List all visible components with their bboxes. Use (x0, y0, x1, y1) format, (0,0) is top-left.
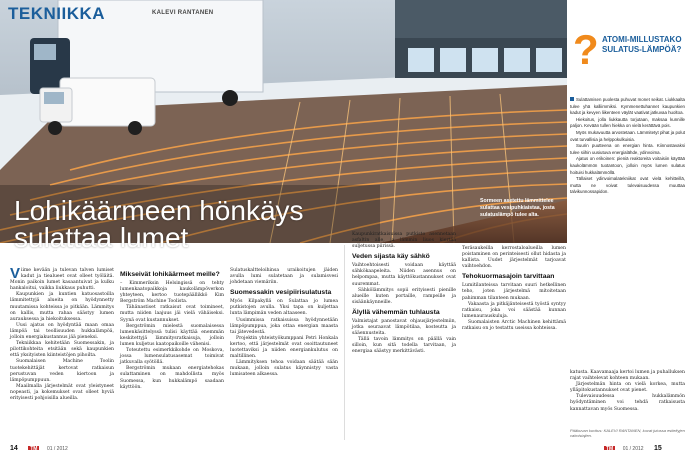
headline (14, 197, 374, 251)
page-gutter (344, 245, 345, 440)
sidebar-body (570, 97, 685, 196)
col6-p3: Tulevaisuudessa hukkalämmön hyödyntäminen voi tehdä ratkaisusta kannattavan myös Suomessa. (570, 394, 685, 412)
col4-p5: Tällä tavoin lämmitys on päällä vain silloin, kun sitä todella tarvitaan, ja energiaa säästyy merkittävästi. (352, 337, 456, 355)
issue-left: 01 / 2012 (46, 446, 68, 450)
deck: Sadulta kuulostavaa tekniikkaa käytetään jo Amerikassa ja Venäjällä. (14, 257, 250, 264)
col6-p2: Järjestelmän hinta on vielä korkea, mutta ylläpitokustannukset ovat pienet. (570, 382, 685, 394)
question-mark-icon: ? (573, 26, 599, 73)
col3-p5: Lämmityksen tehoa voidaan säätää sään mukaan, jolloin sulatus käynnistyy vasta lumisateen alkaessa. (230, 360, 338, 378)
col4-p3: Sähkölämmitys sopii erityisesti pienille alueille kuten portaille, rampeille ja sisäänkäynneille. (352, 287, 456, 305)
col3-p3: Uusimmissa ratkaisuissa hyödynnetään lämpöpumppua, joka ottaa energian maasta tai jätevedestä. (230, 317, 338, 335)
sidebar-p4: Suurin puutteena on energian hinta. Kiinnostavaksi tulee siihin uusiutuva energialähde, ydinvoima. (570, 143, 685, 155)
col2-p5: Bergströmin mukaan energiatehokas sulattaminen on mahdollista myös Suomessa, kun hukkalämpö saadaan käyttöön. (120, 366, 224, 390)
sidebar-p2: Hiekoitus, jolla liukkautta torjutaan, maksaa kunnille paljon. Kevään tullen hiekka on vielä kerättävä pois. (570, 116, 685, 129)
column-6 (570, 370, 685, 413)
col2-p4: Toteutettu esimerkkikohde on Moskova, jossa lumensulatusasemat toimivat jatkuvalla syötöllä. (120, 348, 224, 366)
sidebar-p3: Myös mukavuutta arvostetaan. Lämmitetyt pihat ja polut ovat turvallisia ja helppokulkuisia. (570, 129, 685, 142)
col1-p4: Tekniikkaa kehitetään Suomessakin, ja pilottikohteita etsitään sekä kaupunkien että yksityisten kiinteistöjen pihoilta. (10, 341, 114, 359)
page-number-right: 15 (654, 445, 662, 450)
author-name: KALEVI RANTANEN (152, 10, 214, 16)
magazine-logo-right: TM (606, 446, 614, 450)
col2-heading: Mikseivät lohikäärmeet meille? (120, 271, 220, 278)
col3-heading: Suomessakin vesipiirisulatusta (230, 289, 332, 297)
col6-p1: katusta. Kaavamaaja kertoi lumen ja puhalluksen rajat vaihtelevat kohteen mukaan. (570, 370, 685, 382)
headline-line-1: Lohikäärmeen hönkäys (14, 195, 304, 226)
sidebar-title: ATOMI-MILLUSTAKO SULATUS-LÄMPÖÄ? (602, 35, 682, 54)
issue-right: 01 / 2012 (622, 446, 644, 450)
footer-right (604, 437, 662, 450)
col2-p3: Bergströmin mielestä suomalaisessa lumenkäsittelyssä tulisi käyttää enemmän keskitettyjä lämmitysratkaisuja, jolloin lumen kuljetus kaatopaikoille vähenisi. (120, 323, 224, 347)
col1-p3: Uusi ajatus on hyödyntää maan omaa lämpöä tai teollisuuden hukkalämpöä, jolloin energiakustannus jää pieneksi. (10, 322, 114, 341)
col3-p2: Myös Kilpakyllä on Sulattaa jo lumea putkistojen avulla. Yksi tapa on kuljettaa lunta lämpimän veden altaaseen. (230, 299, 338, 317)
col5-p4: Suomalaisten Arctic Machinen kehittämä ratkaisu on jo testattu useissa kohteissa. (462, 319, 566, 332)
col1-p6: Maailmalla järjestelmät ovat yleistyneet nopeasti, ja kokemukset ovat olleet hyviä erityisesti pohjoisilla alueilla. (10, 383, 114, 401)
column-2 (120, 268, 224, 391)
col2-p1: – Kimmeriksin Helsingissä on tehty lumenkaatopaikkoja kaukolämpöverkon yhteyteen, kertoo tuotepäällikkö Kim Bergström Machine Toolista. (120, 281, 224, 305)
column-5 (462, 246, 566, 332)
col3-p4: Projektin yhteistyökumppani Petri Honkala kertoo, että järjestelmät ovat osoittautuneet luotettaviksi ja niiden energiankulutus on maltillinen. (230, 335, 338, 360)
col5-p2: Lumitilanteissa tarvitaan suuri hetkellinen teho, joten järjestelmä mitoitetaan pahimman tilanteen mukaan. (462, 283, 566, 301)
col4-heading-1: Veden sijasta käy sähkö (352, 253, 430, 261)
sidebar-p1: Sulattamisen puolesta puhuvat monet seikat. Liukkaalta tulee yhä kalliimmiksi. Kymmenettuhannet kaupunkien kadut ja kevyen liikenteen väylät vaativat jatkuvaa huoltoa. (570, 97, 685, 116)
sidebar-p5: Ajatus on erikoinen: pieniä reaktoreita voitaisiin käyttää kaukolämmön tuotantoon, jolloin myös lumen sulatus hoituisi hukkalämmöllä. (570, 156, 685, 175)
col1-p1: iime kevään ja tulevan talven lumiset kadut ja tiealueet ovat olleet työläitä. Monin paikoin lumet kasaantuivat ja kulku hankaloitui, vaikka liukkaus puhutti. (10, 268, 114, 292)
col2-p2: Tähänastiset ratkaisut ovat toimineet, mutta niiden laajuus jäi vielä vähäiseksi. Syynä ovat kustannukset. (120, 305, 224, 323)
photo-caption: Sormeen asetettu lämmittelee sulattaa vesipuhkiaistaa, josta sulatuslämpö tulee alta. (480, 198, 555, 218)
drop-cap: V (10, 265, 21, 282)
page-number-left: 14 (10, 445, 18, 450)
col4-p4: Valmistajat panostavat ohjausjärjestelmiin, jotka seuraavat lämpötilaa, kosteutta ja sääennusteita. (352, 318, 456, 337)
section-label: TEKNIIKKA (8, 4, 106, 23)
col4-heading-2: Älyllä vähemmän tuhlausta (352, 308, 440, 316)
magazine-logo: TM (30, 446, 38, 450)
column-4 (352, 232, 456, 356)
sidebar-p6: Tällaiset ydinvoimalatekniikat ovat vielä kehitteillä, mutta ne voivat tulevaisuudessa muuttaa talvikunnossapidon. (570, 176, 685, 195)
col1-p2: Kaupunkien ja kuntien katuosastoilla lämmitettyjä alueita on hyödynnetty muutamissa kohteissa jo pitkään. Lämmitys on kallis, mutta rahaa säästyy lumen aurauksessa ja hiekoituksessa. (10, 292, 114, 322)
image-credit: Pääkuvan kuvitus: KALEVI RANTANEN, kuvat jutussa esiteltyjen valmistajien. (570, 428, 685, 438)
column-1 (10, 265, 114, 402)
col5-p3: Vakaasta ja pitkäjänteisestä työstä syntyy ratkaisu, joka voi säästää kunnan lumenaurauskuluja. (462, 301, 566, 319)
headline-line-2: sulattaa lumet (14, 222, 189, 253)
col4-p1: Kaupunkiratkaisuissa putkisto asennetaan asfaltin alle, ja lämmin liuos kiertää suljetussa piirissä. (352, 232, 456, 250)
col4-p2: Vaihtoehtoisesti voidaan käyttää sähkökaapeleita. Niiden asennus on helpompaa, mutta käyttökustannukset ovat suuremmat. (352, 263, 456, 287)
column-3 (230, 268, 338, 379)
col5-heading: Tehokuormasajoin tarvittaan (462, 273, 555, 281)
footer-left (10, 437, 68, 450)
col5-p1: Teräsaukeilla kerrostaloalueilla lumen poistaminen on perinteisesti ollut hidasta ja kallista. Uudet järjestelmät tarjoavat vaihtoehdon. (462, 246, 566, 270)
col3-p1: Sulatuskaltteloihinsa uraikoitujen jäiden avulla lumi sulatetaan ja sulamisvesi johdetaan viemäriin. (230, 268, 338, 286)
square-bullet-icon (570, 97, 574, 101)
col1-p5: Suomalaisen Machine Toolin tuotekehittäjät kertovat ratkaisun perustuvan veden kiertoon ja lämpöpumppuun. (10, 359, 114, 383)
